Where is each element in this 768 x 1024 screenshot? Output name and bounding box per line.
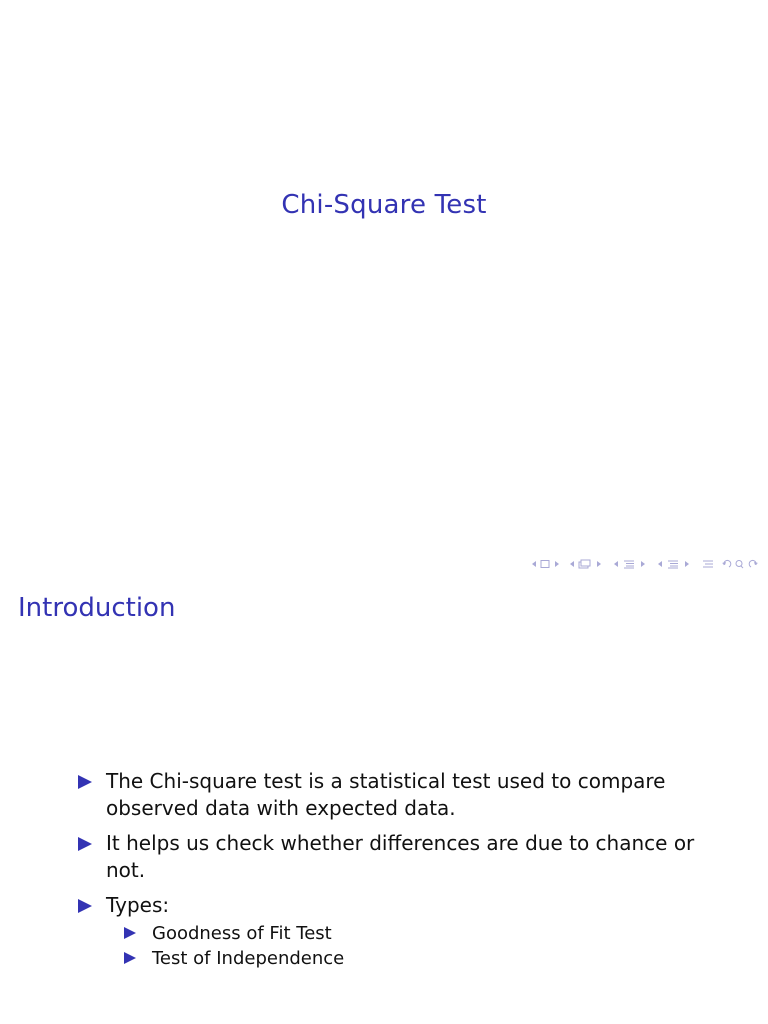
frame-nav[interactable] (532, 559, 562, 569)
beamer-navigation-bar (524, 557, 760, 571)
slide-title: Chi-Square Test (281, 190, 487, 220)
bullet-list (78, 768, 738, 979)
subsection-nav-icon[interactable] (570, 559, 606, 569)
list-item (78, 768, 738, 822)
sub-bullet-text: Test of Independence (152, 948, 345, 969)
document-nav[interactable] (658, 559, 694, 569)
appendix-icon[interactable] (702, 559, 714, 569)
section-nav-icon[interactable] (614, 559, 650, 569)
bullet-text: Types: (106, 893, 170, 917)
sub-list-item (124, 921, 738, 946)
sub-bullet-triangle-icon (124, 927, 136, 939)
sub-list-item (124, 946, 738, 971)
bullet-triangle-icon (78, 775, 92, 789)
section-nav[interactable] (614, 559, 650, 569)
frame-title: Introduction (18, 593, 176, 623)
back-search-forward-icon[interactable] (722, 559, 760, 569)
document-nav-icon[interactable] (658, 559, 694, 569)
frame-nav-icon[interactable] (532, 559, 562, 569)
bullet-text: The Chi-square test is a statistical test used to compare observed data with expected data. (106, 769, 666, 820)
sub-bullet-triangle-icon (124, 952, 136, 964)
bullet-triangle-icon (78, 837, 92, 851)
bullet-triangle-icon (78, 899, 92, 913)
subsection-nav[interactable] (570, 559, 606, 569)
list-item (78, 892, 738, 971)
search-nav[interactable] (722, 559, 760, 569)
introduction-slide (0, 576, 768, 1024)
sub-bullet-text: Goodness of Fit Test (152, 923, 332, 944)
sub-bullet-list (124, 921, 738, 971)
appendix-nav[interactable] (702, 559, 714, 569)
list-item (78, 830, 738, 884)
bullet-text: It helps us check whether differences are due to chance or not. (106, 831, 695, 882)
